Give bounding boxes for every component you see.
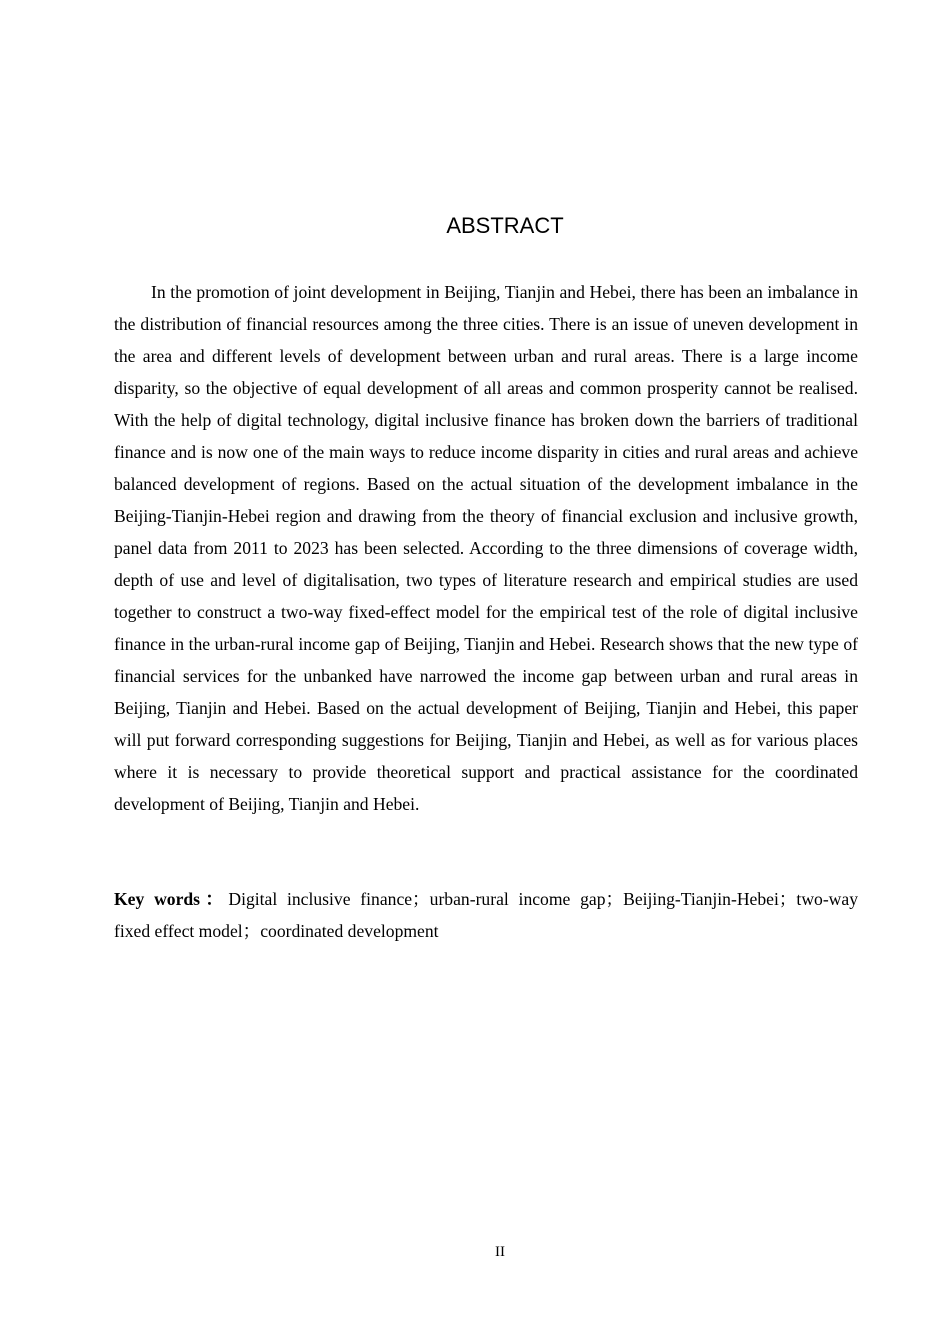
keywords-label: Key words： bbox=[114, 889, 229, 909]
page-number: II bbox=[495, 1244, 505, 1260]
keywords-line bbox=[114, 883, 858, 947]
abstract-paragraph: In the promotion of joint development in Beijing, Tianjin and Hebei, there has been an imbalance in the distribution of financial resources among the three cities. There is an issue of uneven development in the area and different levels of development between urban and rural areas. There is a large income disparity, so the objective of equal development of all areas and common prosperity cannot be realised. With the help of digital technology, digital inclusive finance has broken down the barriers of traditional finance and is now one of the main ways to reduce income disparity in cities and rural areas and achieve balanced development of regions. Based on the actual situation of the development imbalance in the Beijing-Tianjin-Hebei region and drawing from the theory of financial exclusion and inclusive growth, panel data from 2011 to 2023 has been selected. According to the three dimensions of coverage width, depth of use and level of digitalisation, two types of literature research and empirical studies are used together to construct a two-way fixed-effect model for the empirical test of the role of digital inclusive finance in the urban-rural income gap of Beijing, Tianjin and Hebei. Research shows that the new type of financial services for the unbanked have narrowed the income gap between urban and rural areas in Beijing, Tianjin and Hebei. Based on the actual development of Beijing, Tianjin and Hebei, this paper will put forward corresponding suggestions for Beijing, Tianjin and Hebei, as well as for various places where it is necessary to provide theoretical support and practical assistance for the coordinated development of Beijing, Tianjin and Hebei. bbox=[114, 282, 858, 814]
keywords-text: Digital inclusive finance；urban-rural income gap；Beijing-Tianjin-Hebei；two-way fixed effect model；coordinated development bbox=[114, 889, 858, 941]
abstract-title: ABSTRACT bbox=[446, 213, 564, 238]
